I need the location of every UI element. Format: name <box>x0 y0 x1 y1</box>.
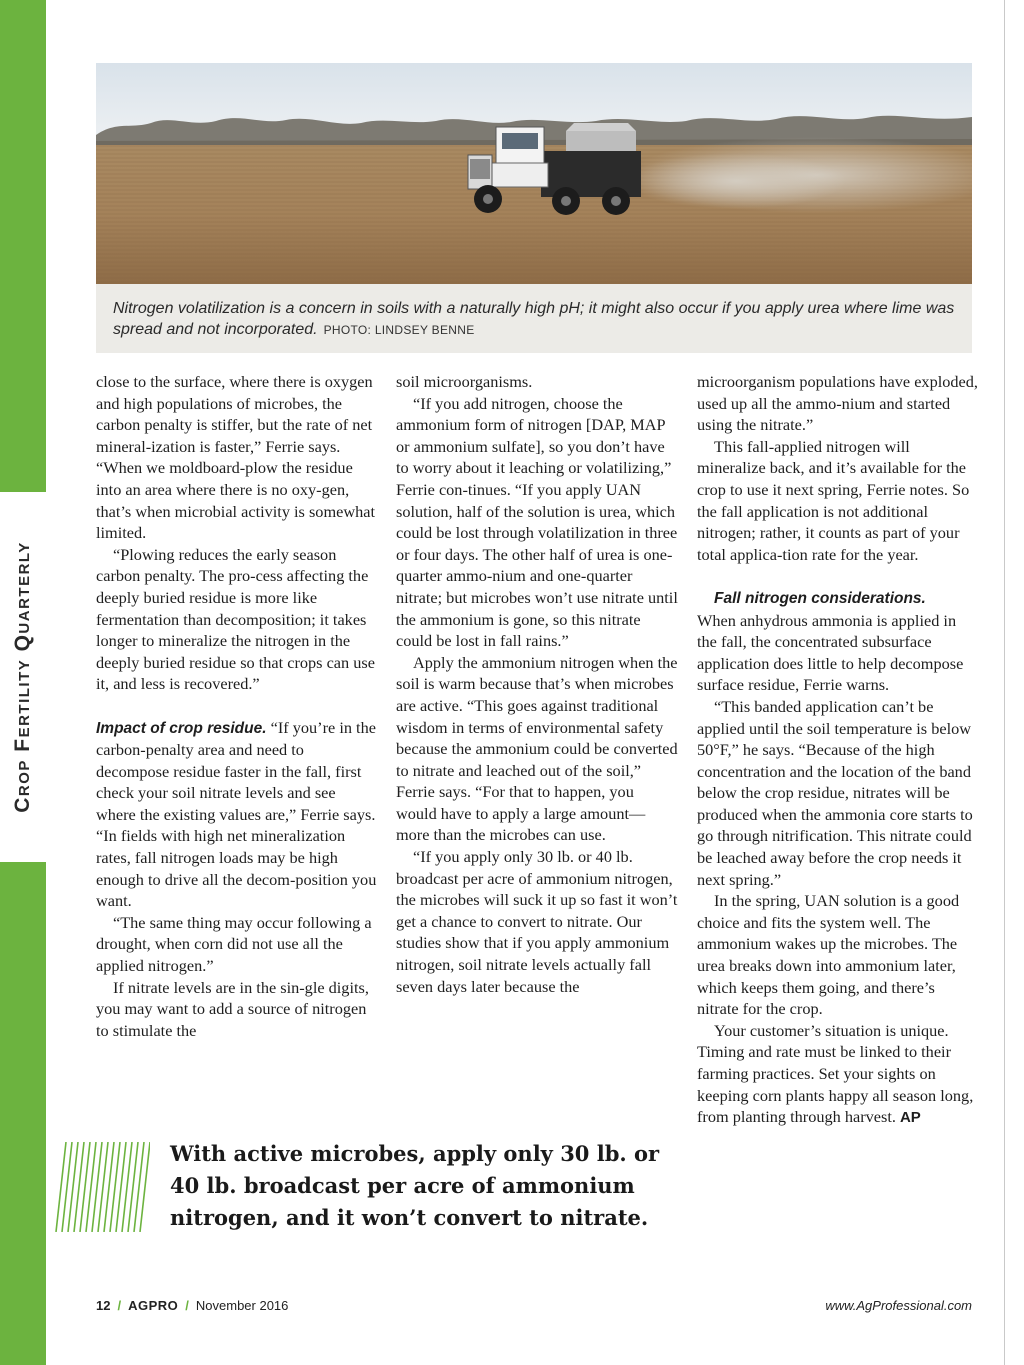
green-band-top <box>0 0 46 492</box>
subhead-crop-residue: Impact of crop residue. <box>96 719 267 737</box>
photo-caption-box <box>96 284 972 353</box>
truck-spreading-field-illustration <box>96 63 972 284</box>
section-label: Crop Fertility Quarterly <box>11 541 34 813</box>
page-number: 12 <box>96 1298 111 1313</box>
paragraph-text: Your customer’s situation is unique. Timing and rate must be linked to their farming practices. Set your sights on keeping corn plants happy all season long, from planting through harvest. <box>697 1020 974 1127</box>
subhead-fall-nitrogen: Fall nitrogen considerations. <box>714 589 926 607</box>
photo-caption <box>113 298 959 341</box>
paragraph: “Plowing reduces the early season carbon penalty. The pro-cess affecting the deeply buried residue is more like fermentation than decomposition; it takes longer to mineralize the nitrogen in the deeply buried residue so that crops can use it, and less is recovered.” <box>96 544 375 694</box>
magazine-name: AGPRO <box>128 1298 179 1313</box>
paragraph: “If you apply only 30 lb. or 40 lb. broadcast per acre of ammonium nitrogen, the microbes will suck it up so fast it won’t get a chance to convert to nitrate. Our studies show that if you apply ammonium nitrogen, soil nitrate levels actually fall seven days later because the <box>396 847 678 996</box>
article-column-2 <box>396 371 678 997</box>
photo-credit: PHOTO: LINDSEY BENNE <box>323 323 475 337</box>
page-edge-rule <box>1004 0 1005 1365</box>
paragraph: “The same thing may occur following a drought, when corn did not use all the applied nitrogen.” <box>96 912 372 976</box>
end-mark: AP <box>899 1109 921 1127</box>
paragraph: “This banded application can’t be applied until the soil temperature is below 50°F,” he says. “Because of the high concentration and the location of the band below the crop residue, nitrates will be produced when the ammonia core starts to go through nitrification. This nitrate could be leached away before the crop needs it next spring.” <box>697 696 973 889</box>
paragraph: In the spring, UAN solution is a good choice and fits the system well. The ammonium wakes up the microbes. The urea breaks down into ammonium later, which keeps them going, and there’s nitrate for the crop. <box>697 891 960 1019</box>
footer-folio <box>96 1298 288 1313</box>
footer-website[interactable]: www.AgProfessional.com <box>825 1298 972 1313</box>
paragraph: Apply the ammonium nitrogen when the soil is warm because that’s when microbes are active. “This goes against traditional wisdom in terms of environmental safety because the ammonium could be converted to nitrate and leached out of the soil,” Ferrie says. “For that to happen, you would have to apply a large amount—more than the microbes can use. <box>396 652 678 845</box>
paragraph: microorganism populations have exploded, used up all the ammo-nium and started using the nitrate.” <box>697 372 978 435</box>
article-column-3 <box>697 371 979 1129</box>
paragraph: close to the surface, where there is oxygen and high populations of microbes, the carbon penalty is stiffer, but the rate of net mineral-ization is faster,” Ferrie says. “When we moldboard-plow the residue into an area where there is no oxy-gen, that’s when microbial activity is somewhat limited. <box>96 372 375 543</box>
paragraph: When anhydrous ammonia is applied in the fall, the concentrated subsurface application does little to help decompose surface residue, Ferrie warns. <box>697 610 964 695</box>
footer-separator: / <box>117 1298 122 1313</box>
pull-quote: With active microbes, apply only 30 lb. or 40 lb. broadcast per acre of ammonium nitrogen, and it won’t convert to nitrate. <box>170 1141 660 1230</box>
subhead-paragraph <box>697 587 979 610</box>
paragraph-text: “If you’re in the carbon-penalty area and need to decompose residue faster in the fall, first check your soil nitrate levels and see where the existing values are,” Ferrie says. “In fields with high net mineralization rates, fall nitrogen loads may be high enough to drive all the decom-position you want. <box>96 717 377 911</box>
paragraph: soil microorganisms. <box>396 372 533 391</box>
article-photo <box>96 63 972 284</box>
paragraph: “If you add nitrogen, choose the ammonium form of nitrogen [DAP, MAP or ammonium sulfate], so you don’t have to worry about it leaching or volatilizing,” Ferrie con-tinues. “If you apply UAN solution, half of the solution is urea, which could be lost through volatilization in three or four days. The other half of urea is one-quarter ammo-nium and one-quarter nitrate; but microbes won’t use nitrate until the ammonium is gone, so this nitrate could be lost in fall rains.” <box>396 393 678 651</box>
footer-separator: / <box>185 1298 189 1313</box>
article-column-1 <box>96 371 378 1041</box>
paragraph <box>697 1020 979 1129</box>
issue-date: November 2016 <box>195 1298 289 1313</box>
green-band-bottom <box>0 862 46 1365</box>
paragraph: If nitrate levels are in the sin-gle digits, you may want to add a source of nitrogen to stimulate the <box>96 977 369 1040</box>
paragraph: This fall-applied nitrogen will mineralize back, and it’s available for the crop to use it next spring, Ferrie notes. So the fall application is not additional nitrogen; rather, it counts as part of your total applica-tion rate for the year. <box>697 436 970 564</box>
paragraph <box>96 717 378 912</box>
pullquote-hatch-decoration <box>48 1142 150 1232</box>
caption-text: Nitrogen volatilization is a concern in soils with a naturally high pH; it might also occur if you apply urea where lime was spread and not incorporated. <box>113 300 955 338</box>
section-label-band <box>0 492 46 862</box>
